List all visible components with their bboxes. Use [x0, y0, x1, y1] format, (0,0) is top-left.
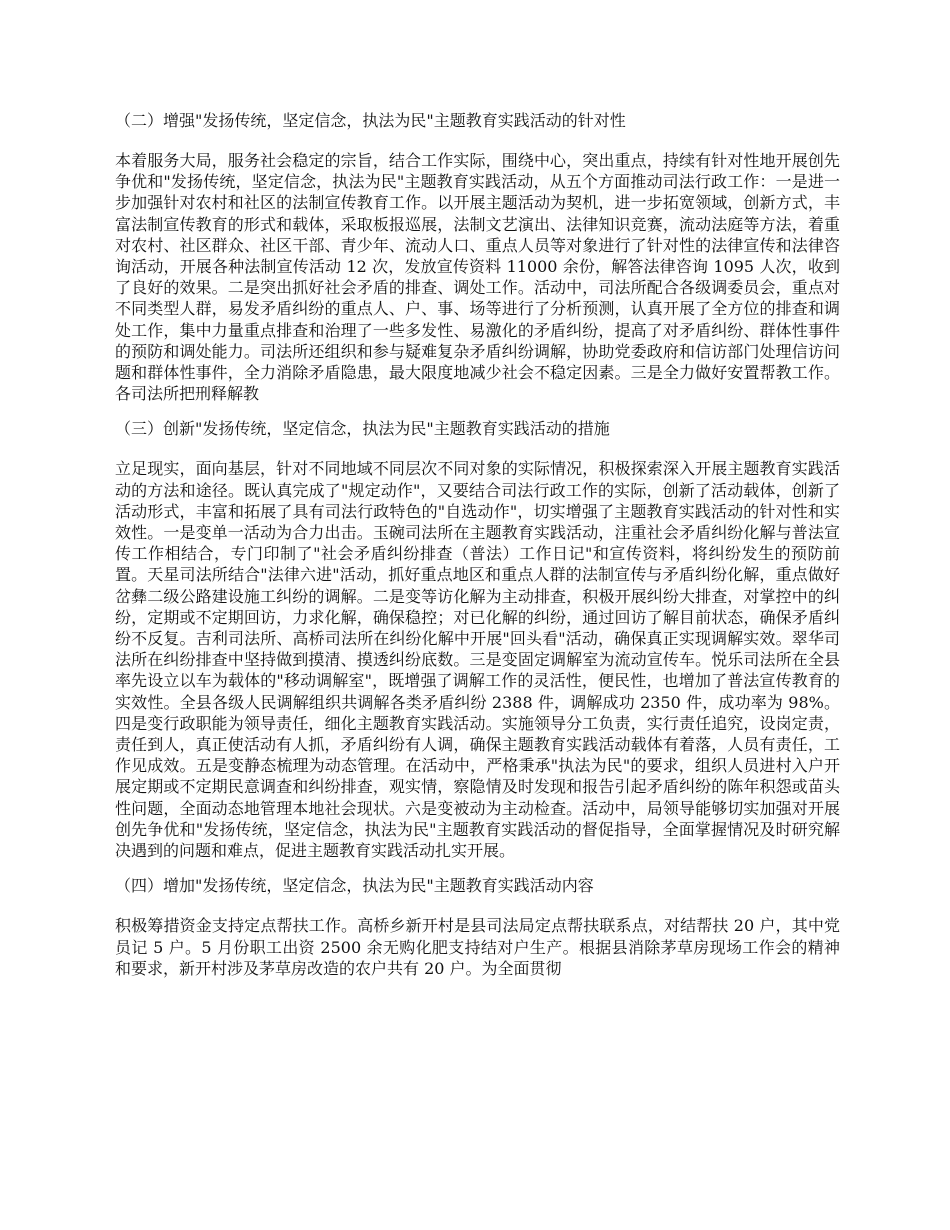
section-body-3: 立足现实，面向基层，针对不同地域不同层次不同对象的实际情况，积极探索深入开展主题教育实践活动的方法和途径。既认真完成了"规定动作"，又要结合司法行政工作的实际，创新了活动载体，创新了活动形式，丰富和拓展了具有司法行政特色的"自选动作"，切实增强了主题教育实践活动的针对性和实效性。一是变单一活动为合力出击。玉碗司法所在主题教育实践活动，注重社会矛盾纠纷化解与普法宣传工作相结合，专门印制了"社会矛盾纠纷排查（普法）工作日记"和宣传资料，将纠纷发生的预防前置。天星司法所结合"法律六进"活动，抓好重点地区和重点人群的法制宣传与矛盾纠纷化解，重点做好岔彝二级公路建设施工纠纷的调解。二是变等访化解为主动排查，积极开展纠纷大排查，对掌控中的纠纷，定期或不定期回访，力求化解，确保稳控；对已化解的纠纷，通过回访了解目前状态，确保矛盾纠纷不反复。吉利司法所、高桥司法所在纠纷化解中开展"回头看"活动，确保真正实现调解实效。翠华司法所在纠纷排查中坚持做到摸清、摸透纠纷底数。三是变固定调解室为流动宣传车。悦乐司法所在全县率先设立以车为载体的"移动调解室"，既增强了调解工作的灵活性，便民性，也增加了普法宣传教育的实效性。全县各级人民调解组织共调解各类矛盾纠纷 2388 件，调解成功 2350 件，成功率为 98%。四是变行政职能为领导责任，细化主题教育实践活动。实施领导分工负责，实行责任追究，设岗定责，责任到人，真正使活动有人抓，矛盾纠纷有人调，确保主题教育实践活动载体有着落，人员有责任，工作见成效。五是变静态梳理为动态管理。在活动中，严格秉承"执法为民"的要求，组织人员进村入户开展定期或不定期民意调查和纠纷排查，观实情，察隐情及时发现和报告引起矛盾纠纷的陈年积怨或苗头性问题，全面动态地管理本地社会现状。六是变被动为主动检查。活动中，局领导能够切实加强对开展创先争优和"发扬传统，坚定信念，执法为民"主题教育实践活动的督促指导，全面掌握情况及时研究解决遇到的问题和难点，促进主题教育实践活动扎实开展。 — [115, 459, 840, 861]
document-page — [115, 110, 840, 993]
section-body-4: 积极筹措资金支持定点帮扶工作。高桥乡新开村是县司法局定点帮扶联系点，对结帮扶 20 户，其中党员记 5 户。5 月份职工出资 2500 余无购化肥支持结对户生产。根据县消除茅草房现场工作会的精神和要求，新开村涉及茅草房改造的农户共有 20 户。为全面贯彻 — [115, 916, 840, 978]
section-heading-3: （三）创新"发扬传统，坚定信念，执法为民"主题教育实践活动的措施 — [115, 419, 610, 439]
section-heading-4: （四）增加"发扬传统，坚定信念，执法为民"主题教育实践活动内容 — [115, 876, 594, 896]
section-body-2: 本着服务大局，服务社会稳定的宗旨，结合工作实际，围绕中心，突出重点，持续有针对性地开展创先争优和"发扬传统，坚定信念，执法为民"主题教育实践活动，从五个方面推动司法行政工作：一是进一步加强针对农村和社区的法制宣传教育工作。以开展主题活动为契机，进一步拓宽领域，创新方式，丰富法制宣传教育的形式和载体，采取板报巡展，法制文艺演出、法律知识竞赛，流动法庭等方法，着重对农村、社区群众、社区干部、青少年、流动人口、重点人员等对象进行了针对性的法律宣传和法律咨询活动，开展各种法制宣传活动 12 次，发放宣传资料 11000 余份，解答法律咨询 1095 人次，收到了良好的效果。二是突出抓好社会矛盾的排查、调处工作。活动中，司法所配合各级调委员会，重点对不同类型人群，易发矛盾纠纷的重点人、户、事、场等进行了分析预测，认真开展了全方位的排查和调处工作，集中力量重点排查和治理了一些多发性、易激化的矛盾纠纷，提高了对矛盾纠纷、群体性事件的预防和调处能力。司法所还组织和参与疑难复杂矛盾纠纷调解，协助党委政府和信访部门处理信访问题和群体性事件，全力消除矛盾隐患，最大限度地减少社会不稳定因素。三是全力做好安置帮教工作。各司法所把刑释解教 — [115, 151, 840, 404]
section-heading-2: （二）增强"发扬传统，坚定信念，执法为民"主题教育实践活动的针对性 — [115, 111, 626, 130]
